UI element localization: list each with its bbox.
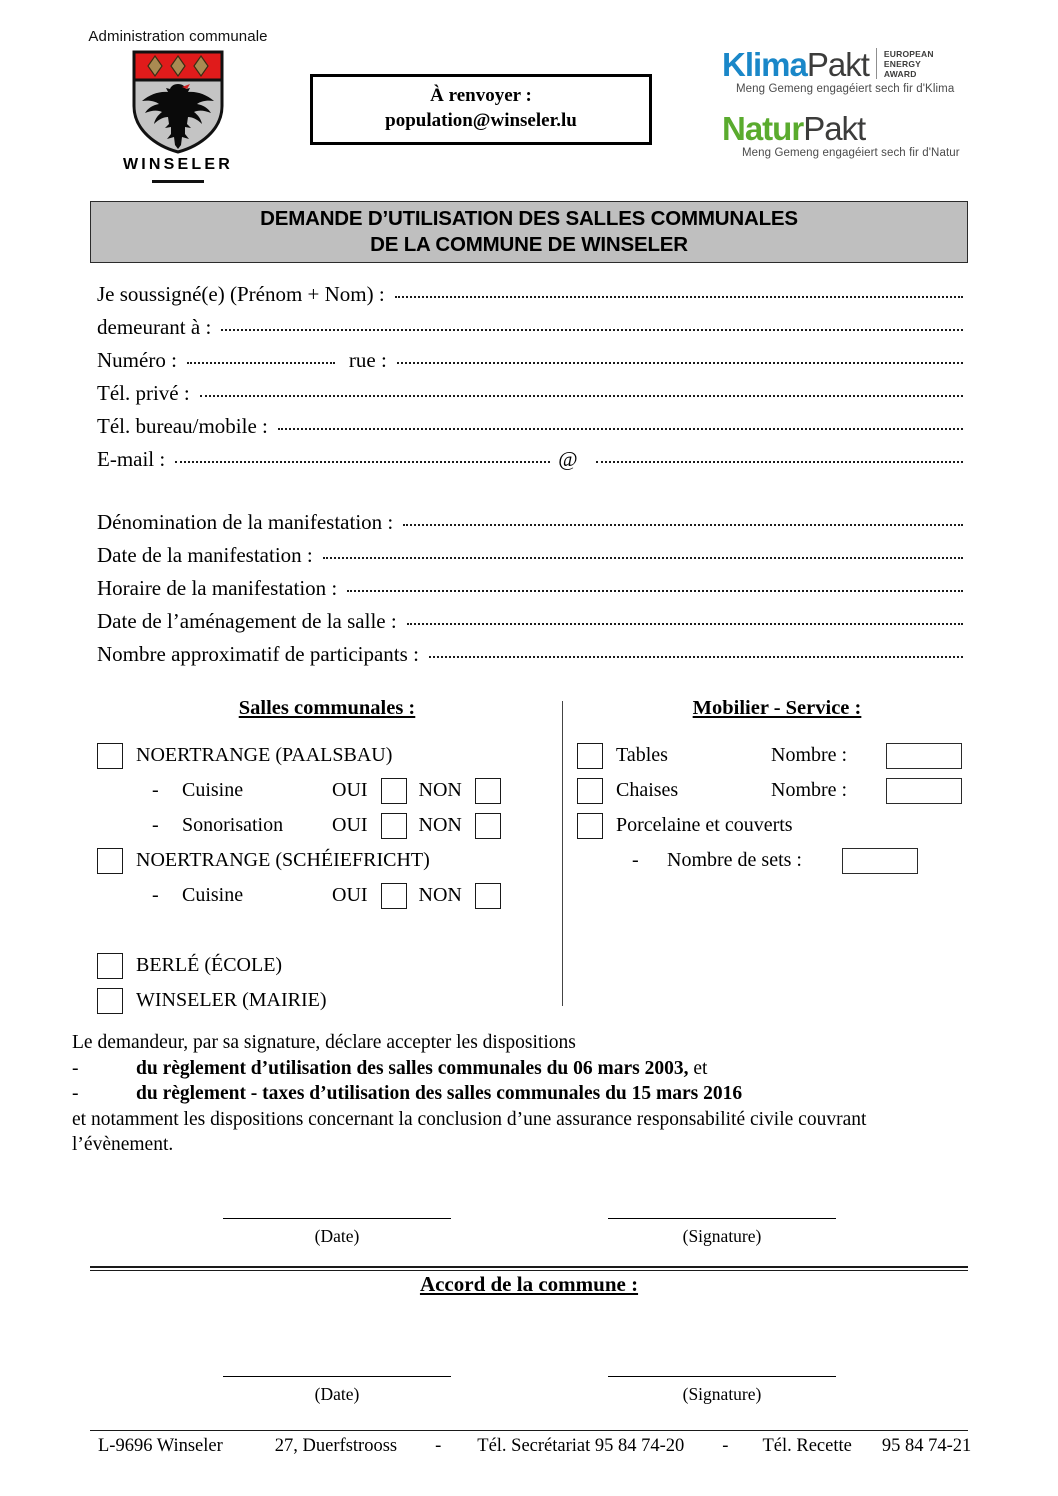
rooms-column [97, 697, 557, 1018]
commune-date-line[interactable] [223, 1376, 451, 1377]
footer-postal-city: L-9696 Winseler [98, 1436, 223, 1456]
european-energy-award-label [876, 48, 934, 79]
furniture-column [577, 697, 967, 878]
room-option-paalsbau[interactable] [97, 738, 557, 773]
field-row-soussigne [97, 282, 963, 315]
applicant-date-caption: (Date) [314, 1226, 360, 1246]
rooms-heading: Salles communales : [238, 697, 416, 719]
klimapakt-logo [722, 48, 982, 95]
room-option-scheiefricht[interactable] [97, 843, 557, 878]
footer-tel-recette-number: 95 84 74-21 [881, 1436, 972, 1456]
input-tel-prive[interactable] [200, 394, 963, 397]
field-row-tel-bureau [97, 414, 963, 447]
label-date-manifestation: Date de la manifestation : [97, 543, 313, 567]
input-sets-quantity[interactable] [842, 848, 918, 874]
label-non: NON [418, 779, 462, 801]
footer-tel-recette-label: Tél. Recette [762, 1436, 852, 1456]
field-row-numero-rue [97, 348, 963, 381]
footer-tel-secretariat: Tél. Secrétariat 95 84 74-20 [477, 1436, 685, 1456]
column-divider [562, 701, 563, 1006]
room-option-berle[interactable] [97, 948, 557, 983]
label-tel-prive: Tél. privé : [97, 381, 190, 405]
checkbox-paalsbau-cuisine-oui[interactable] [381, 778, 407, 804]
crest-name: WINSELER [122, 156, 234, 173]
declaration-bullet-2 [72, 1081, 967, 1107]
field-row-horaire [97, 576, 963, 609]
return-label: À renvoyer : [430, 85, 532, 106]
declaration-outro: et notamment les dispositions concernant la conclusion d’une assurance responsabilité civile couvrant l’évènement. [72, 1108, 867, 1155]
input-horaire[interactable] [347, 589, 963, 592]
paalsbau-option-cuisine [97, 773, 557, 808]
eea-line-2: ENERGY [883, 59, 922, 69]
option-label-cuisine: Cuisine [182, 884, 244, 906]
input-participants[interactable] [429, 655, 963, 658]
applicant-signature-line[interactable] [608, 1218, 836, 1219]
winseler-coat-of-arms-icon [78, 50, 278, 154]
bullet-dash: - [72, 1083, 79, 1104]
input-numero[interactable] [187, 361, 335, 364]
eea-line-3: AWARD [883, 69, 917, 79]
input-rue[interactable] [397, 361, 963, 364]
input-chaises-quantity[interactable] [886, 778, 962, 804]
form-title-banner [90, 201, 968, 263]
form-title-line-2: DE LA COMMUNE DE WINSELER [370, 233, 688, 256]
commune-signature-block [90, 1376, 970, 1424]
input-demeurant[interactable] [221, 328, 963, 331]
label-nombre-sets: Nombre de sets : [667, 849, 802, 871]
room-label-berle: BERLÉ (ÉCOLE) [136, 954, 283, 976]
field-row-denomination [97, 510, 963, 543]
input-tel-bureau[interactable] [278, 427, 963, 430]
naturpakt-tagline: Meng Gemeng engagéiert sech fir d'Natur [742, 147, 960, 159]
declaration-bullet-1-bold: du règlement d’utilisation des salles communales du 06 mars 2003, [136, 1057, 689, 1079]
field-row-participants [97, 642, 963, 675]
room-label-winseler-mairie: WINSELER (MAIRIE) [136, 989, 327, 1011]
footer-street: 27, Duerfstrooss [274, 1436, 398, 1456]
field-row-amenagement [97, 609, 963, 642]
input-amenagement[interactable] [407, 622, 963, 625]
label-soussigne: Je soussigné(e) (Prénom + Nom) : [97, 282, 385, 306]
checkbox-berle[interactable] [97, 953, 123, 979]
declaration-bullet-1-tail: et [688, 1057, 708, 1079]
furniture-label-chaises: Chaises [616, 779, 679, 801]
label-tel-bureau: Tél. bureau/mobile : [97, 414, 268, 438]
bullet-dash: - [152, 814, 159, 836]
input-denomination[interactable] [403, 523, 963, 526]
naturpakt-word-natur: Natur [722, 110, 804, 147]
selection-columns [97, 697, 967, 1017]
return-to-box [310, 74, 652, 145]
label-denomination: Dénomination de la manifestation : [97, 510, 394, 534]
naturpakt-word-pakt: Pakt [803, 110, 866, 147]
email-at-symbol: @ [558, 447, 578, 471]
checkbox-scheiefricht-cuisine-non[interactable] [475, 883, 501, 909]
commune-date-caption: (Date) [314, 1384, 360, 1404]
field-row-date-manifestation [97, 543, 963, 576]
label-oui: OUI [332, 814, 368, 836]
furniture-row-tables [577, 738, 967, 773]
declaration-bullet-2-bold: du règlement - taxes d’utilisation des salles communales du 15 mars 2016 [136, 1083, 743, 1104]
declaration-intro: Le demandeur, par sa signature, déclare accepter les dispositions [72, 1032, 576, 1053]
furniture-label-tables: Tables [616, 744, 668, 766]
bullet-dash: - [632, 849, 639, 871]
klimapakt-tagline: Meng Gemeng engagéiert sech fir d'Klima [736, 83, 955, 95]
field-row-demeurant [97, 315, 963, 348]
label-nombre-chaises: Nombre : [771, 779, 848, 801]
form-title-line-1: DEMANDE D’UTILISATION DES SALLES COMMUNALES [260, 207, 798, 230]
label-nombre-tables: Nombre : [771, 744, 848, 766]
commune-signature-line[interactable] [608, 1376, 836, 1377]
section-divider-double-rule [90, 1266, 968, 1271]
klimapakt-word-klima: Klima [722, 46, 807, 83]
checkbox-porcelaine[interactable] [577, 813, 603, 839]
footer-separator-2: - [722, 1436, 729, 1456]
checkbox-scheiefricht[interactable] [97, 848, 123, 874]
furniture-row-porcelaine [577, 808, 967, 843]
checkbox-tables[interactable] [577, 743, 603, 769]
paalsbau-option-sonorisation [97, 808, 557, 843]
crest-underline [152, 180, 204, 183]
accord-heading: Accord de la commune : [419, 1272, 639, 1296]
municipality-identity [78, 28, 278, 183]
checkbox-winseler-mairie[interactable] [97, 988, 123, 1014]
footer-divider [90, 1430, 968, 1431]
input-email-local[interactable] [175, 460, 550, 463]
document-footer [90, 1436, 978, 1457]
furniture-heading: Mobilier - Service : [692, 697, 862, 719]
bullet-dash: - [152, 779, 159, 801]
klimapakt-word-pakt: Pakt [806, 46, 869, 83]
input-tables-quantity[interactable] [886, 743, 962, 769]
input-email-domain[interactable] [596, 460, 963, 463]
room-label-paalsbau: NOERTRANGE (PAALSBAU) [136, 744, 393, 766]
declaration-bullet-1 [72, 1056, 967, 1082]
checkbox-paalsbau-sonorisation-oui[interactable] [381, 813, 407, 839]
naturpakt-logo [722, 112, 982, 159]
label-non: NON [418, 814, 462, 836]
applicant-signature-block [90, 1218, 970, 1266]
declaration-text [72, 1030, 967, 1158]
furniture-label-porcelaine: Porcelaine et couverts [616, 814, 793, 836]
checkbox-paalsbau[interactable] [97, 743, 123, 769]
scheiefricht-option-cuisine [97, 878, 557, 913]
return-email: population@winseler.lu [385, 109, 577, 131]
field-row-tel-prive [97, 381, 963, 414]
applicant-signature-caption: (Signature) [682, 1226, 762, 1246]
form-fields [97, 282, 963, 675]
bullet-dash: - [72, 1057, 79, 1079]
option-label-cuisine: Cuisine [182, 779, 244, 801]
label-horaire: Horaire de la manifestation : [97, 576, 338, 600]
administration-label: Administration communale [88, 28, 268, 45]
checkbox-chaises[interactable] [577, 778, 603, 804]
input-date-manifestation[interactable] [323, 556, 963, 559]
label-participants: Nombre approximatif de participants : [97, 642, 419, 666]
label-numero: Numéro : [97, 348, 177, 372]
partner-logos [722, 48, 982, 159]
label-oui: OUI [332, 884, 368, 906]
room-label-scheiefricht: NOERTRANGE (SCHÉIEFRICHT) [136, 849, 430, 871]
field-row-email [97, 447, 963, 480]
checkbox-paalsbau-sonorisation-non[interactable] [475, 813, 501, 839]
input-soussigne[interactable] [395, 295, 963, 298]
eea-line-1: EUROPEAN [883, 49, 934, 59]
label-non: NON [418, 884, 462, 906]
furniture-row-chaises [577, 773, 967, 808]
label-demeurant: demeurant à : [97, 315, 212, 339]
label-oui: OUI [332, 779, 368, 801]
checkbox-scheiefricht-cuisine-oui[interactable] [381, 883, 407, 909]
checkbox-paalsbau-cuisine-non[interactable] [475, 778, 501, 804]
option-label-sonorisation: Sonorisation [182, 814, 284, 836]
applicant-date-line[interactable] [223, 1218, 451, 1219]
room-option-winseler-mairie[interactable] [97, 983, 557, 1018]
label-rue: rue : [348, 348, 387, 372]
footer-separator-1: - [435, 1436, 442, 1456]
furniture-row-sets [577, 843, 967, 878]
document-header [0, 0, 1058, 190]
bullet-dash: - [152, 884, 159, 906]
label-email: E-mail : [97, 447, 166, 471]
label-amenagement: Date de l’aménagement de la salle : [97, 609, 397, 633]
commune-signature-caption: (Signature) [682, 1384, 762, 1404]
